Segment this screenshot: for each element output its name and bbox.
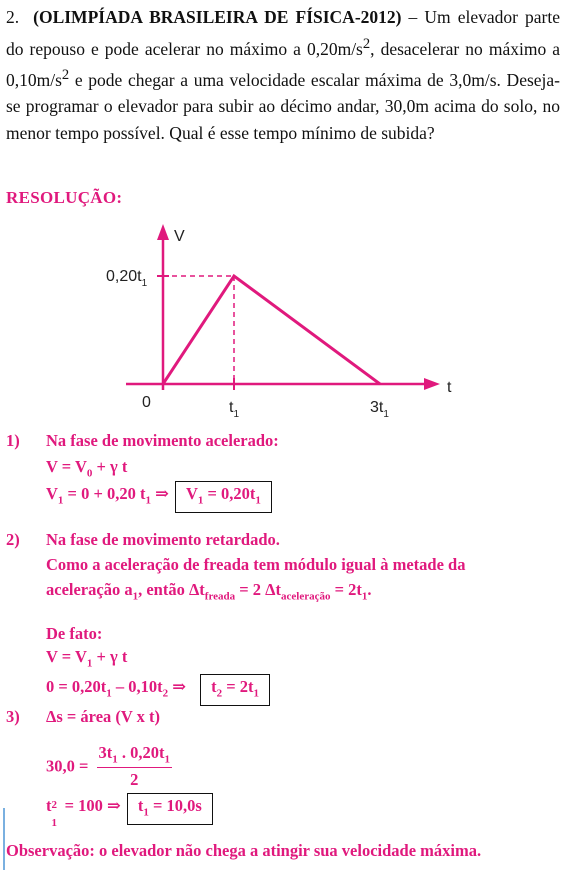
step-1-eq2: $V_1 = 0 + 0,20$ $t_1$ ⇒ $V_1 = 0,20t_1$	[46, 481, 272, 513]
observation: Observação: o elevador não chega a atingir sua velocidade máxima.	[6, 841, 482, 860]
velocity-profile	[163, 276, 380, 384]
step-3-number: 3)	[6, 707, 20, 726]
problem-text-a: – Um elevador parte do repouso e pode acelerar no máximo a 0,20m/s	[6, 7, 560, 59]
step-2-number: 2)	[6, 530, 20, 549]
step-3-eq2: t 2 1 = 100 ⇒ $t_1 = 10,0s$	[46, 793, 213, 825]
problem-text-b: , desacelerar no máximo a 0,10m/s	[6, 38, 560, 90]
x-axis-label: t	[447, 379, 452, 396]
velocity-time-graph	[0, 218, 480, 428]
step-2-de-fato: De fato:	[46, 624, 103, 643]
result-box-t2: $t_2 = 2t_1$	[200, 674, 270, 706]
t3-label: $3t_1$	[370, 399, 389, 420]
x-axis-arrow	[424, 378, 440, 390]
step-3-title: Δs = área (V x t)	[46, 707, 160, 726]
origin-label: 0	[142, 394, 151, 411]
problem-statement	[6, 4, 560, 146]
y-axis-arrow	[157, 224, 169, 240]
step-2-line2: Como a aceleração de freada tem módulo igual à metade da	[46, 555, 466, 574]
exponent: 2	[362, 35, 371, 52]
problem-number: 2.	[6, 7, 20, 27]
step-2-eq1: $V = V_1 + \gamma$ t	[46, 647, 128, 670]
problem-text-c: e pode chegar a uma velocidade escalar máxima de 3,0m/s. Deseja-se programar o elevador para subir ao décimo andar, 30,0m acima do solo, no menor tempo possível. Qual é esse tempo mínimo de subida?	[6, 69, 560, 143]
y-axis-label: V	[174, 228, 185, 245]
fraction: $\frac{3t_1 . 0,20t_1}{2}$	[98, 743, 171, 790]
resolution-title: RESOLUÇÃO:	[6, 188, 123, 207]
result-box-t1: $t_1 = 10,0s$	[127, 793, 213, 825]
step-2-eq2: $0 = 0,20t_1 - 0,10t_2$ ⇒ $t_2 = 2t_1$	[46, 674, 270, 706]
t1-label: $t_1$	[229, 399, 240, 420]
problem-source: (OLIMPÍADA BRASILEIRA DE FÍSICA-2012)	[33, 7, 402, 27]
step-2-title: Na fase de movimento retardado.	[46, 530, 280, 549]
step-1-title: Na fase de movimento acelerado:	[46, 431, 279, 450]
step-1-number: 1)	[6, 431, 20, 450]
side-margin-line	[3, 808, 5, 870]
step-2-line3: aceleração $a_1$, então $\Delta t_{freada} = 2$ $\Delta t_{aceleração} = 2t_1$.	[46, 580, 372, 603]
step-1-eq1: $V = V_0 + \gamma$ t	[46, 457, 128, 480]
step-3-fraction-equation: 30,0 = $\frac{3t_1 . 0,20t_1}{2}$	[46, 743, 171, 790]
peak-label: $0,20t_1$	[106, 268, 148, 289]
exponent: 2	[61, 66, 70, 83]
result-box-v1: $V_1 = 0,20t_1$	[175, 481, 272, 513]
